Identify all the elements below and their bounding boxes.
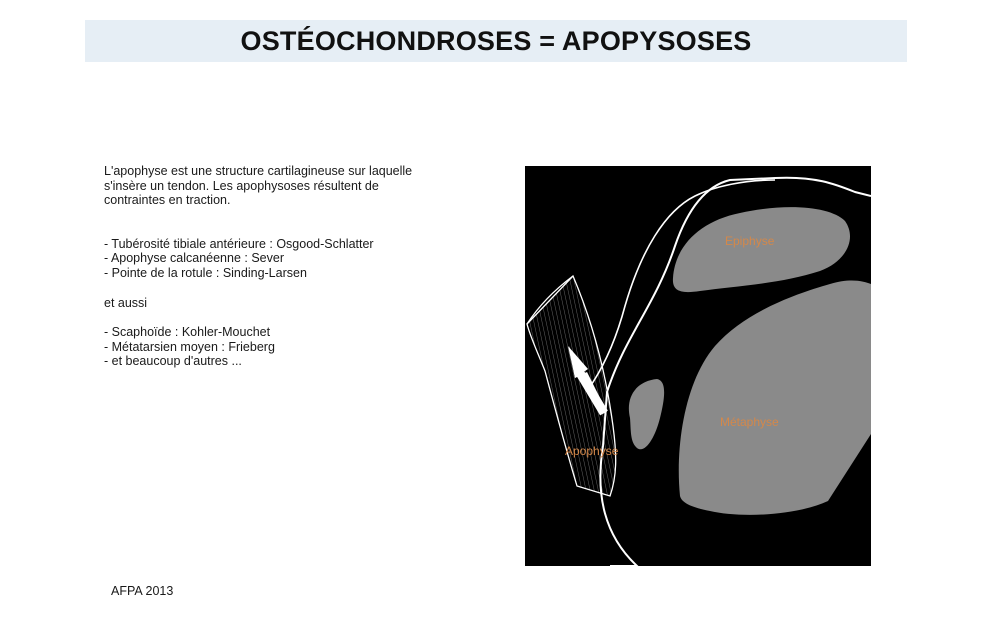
list-item: - Scaphoïde : Kohler-Mouchet bbox=[104, 325, 271, 340]
knee-diagram-svg bbox=[525, 166, 871, 566]
apophysis-shape bbox=[629, 379, 664, 449]
metaphysis-shape bbox=[679, 281, 871, 515]
page-title: OSTÉOCHONDROSES = APOPYSOSES bbox=[240, 25, 752, 56]
epiphysis-shape bbox=[673, 207, 850, 292]
list-item: - Métatarsien moyen : Frieberg bbox=[104, 339, 275, 354]
label-apophyse: Apophyse bbox=[565, 444, 619, 458]
intro-line: L'apophyse est une structure cartilagineuse sur laquelle bbox=[104, 164, 413, 178]
list-item: - Pointe de la rotule : Sinding-Larsen bbox=[104, 265, 307, 280]
title-bar bbox=[85, 20, 907, 62]
list-item: - Apophyse calcanéenne : Sever bbox=[104, 251, 284, 266]
footer-text: AFPA 2013 bbox=[111, 584, 174, 598]
label-metaphyse: Métaphyse bbox=[720, 415, 779, 429]
intro-line: s'insère un tendon. Les apophysoses résultent de bbox=[104, 178, 379, 193]
list-item: - Tubérosité tibiale antérieure : Osgood-Schlatter bbox=[104, 236, 374, 251]
tendon-shape bbox=[527, 276, 616, 496]
body-text bbox=[104, 164, 484, 369]
intro-line: contraintes en traction. bbox=[104, 193, 231, 208]
label-epiphyse: Epiphyse bbox=[725, 234, 775, 248]
list-item: - et beaucoup d'autres ... bbox=[104, 354, 242, 369]
also-text: et aussi bbox=[104, 295, 148, 310]
knee-diagram bbox=[525, 166, 871, 566]
